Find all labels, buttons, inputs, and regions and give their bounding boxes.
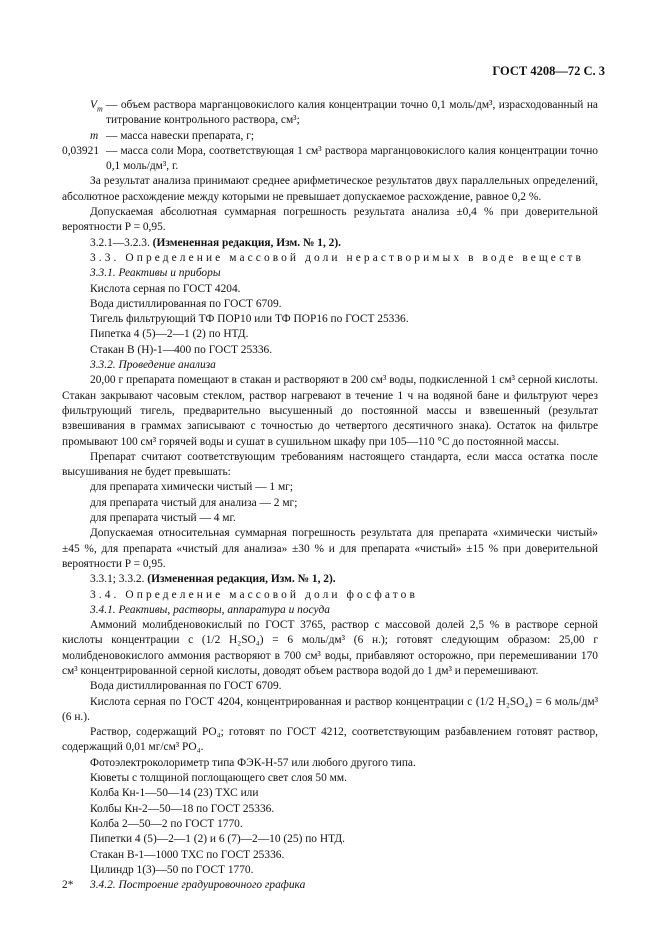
subsection-3-4-1-heading: 3.4.1. Реактивы, растворы, аппаратура и посуда xyxy=(90,603,330,616)
limit-analytical-grade: для препарата чистый для анализа — 2 мг; xyxy=(90,496,298,509)
paragraph-ammonium-molybdate: Аммоний молибденовокислый по ГОСТ 3765, раствор с массовой долей 2,5 % в растворе серной кислоты концентрации c (1/2 H₂SO₄) = 6 моль/дм³ (6 н.); готовят следующим образом: 25,00 г молибденовокислого аммония растворяют в 700 см³ воды, прибавляют осторожно, при перемешивании 170 см³ концентрированной серной кислоты, доводят объем раствора водой до 1 дм³ и перемешивают. xyxy=(62,619,598,677)
reagent-distilled-water: Вода дистиллированная по ГОСТ 6709. xyxy=(90,297,282,310)
variable-m-definition xyxy=(62,129,598,144)
revision-note-3-3: 3.3.1; 3.3.2. (Измененная редакция, Изм. № 1, 2). xyxy=(90,573,336,586)
equipment-flask-2: Колбы Кн-2—50—18 по ГОСТ 25336. xyxy=(90,802,275,815)
equipment-flask-3: Колба 2—50—2 по ГОСТ 1770. xyxy=(90,817,243,830)
variable-constant-definition xyxy=(62,144,598,175)
paragraph-absolute-error: Допускаемая абсолютная суммарная погрешность результата анализа ±0,4 % при доверительной вероятности P = 0,95. xyxy=(62,206,598,234)
paragraph-relative-error: Допускаемая относительная суммарная погрешность результата для препарата «химически чистый» ±45 %, для препарата «чистый для анализа» ±30 % и для препарата «чистый» ±15 % при доверительной вероятности P = 0,95. xyxy=(62,527,598,570)
subsection-3-3-2-heading: 3.3.2. Проведение анализа xyxy=(90,359,216,372)
subsection-3-4-2-heading: 3.4.2. Построение градуировочного графика xyxy=(90,879,306,892)
variable-vt-symbol: $V_т$ xyxy=(90,99,103,114)
equipment-pipette: Пипетка 4 (5)—2—1 (2) по НТД. xyxy=(90,328,249,341)
subsection-3-3-1-heading: 3.3.1. Реактивы и приборы xyxy=(90,267,221,280)
variable-vt-definition xyxy=(62,98,598,129)
variable-m-symbol: m xyxy=(90,129,99,142)
variable-constant-text: — масса соли Мора, соответствующая 1 см³ раствора марганцовокислого калия концентрации точно 0,1 моль/дм³, г. xyxy=(106,144,598,173)
equipment-flask-1: Колба Кн-1—50—14 (23) ТХС или xyxy=(90,787,259,800)
section-3-4-heading: 3.4. Определение массовой доли фосфатов xyxy=(90,588,418,601)
reagent-distilled-water-2: Вода дистиллированная по ГОСТ 6709. xyxy=(90,680,282,693)
page-footer-mark: 2* xyxy=(62,879,74,891)
section-3-3-heading: 3.3. Определение массовой доли нерастворимых в воде веществ xyxy=(90,251,584,264)
document-body xyxy=(62,98,598,893)
equipment-beaker-2: Стакан В-1—1000 ТХС по ГОСТ 25336. xyxy=(90,848,285,861)
equipment-beaker: Стакан В (Н)-1—400 по ГОСТ 25336. xyxy=(90,343,273,356)
paragraph-phosphate-solution: Раствор, содержащий PO₄; готовят по ГОСТ 4212, соответствующим разбавлением готовят раствор, содержащий 0,01 мг/см³ PO₄. xyxy=(62,726,598,754)
variable-vt-text: — объем раствора марганцовокислого калия концентрации точно 0,1 моль/дм³, израсходованный на титрование контрольного раствора, см³; xyxy=(106,99,598,127)
variable-constant-symbol: 0,03921 xyxy=(62,144,100,157)
reagent-sulfuric-acid: Кислота серная по ГОСТ 4204. xyxy=(90,282,241,295)
paragraph-acceptance: Препарат считают соответствующим требованиям настоящего стандарта, если масса остатка после высушивания не будет превышать: xyxy=(62,450,598,479)
paragraph-result-average: За результат анализа принимают среднее арифметическое результатов двух параллельных определений, абсолютное расхождение между которыми не превышает допускаемое расхождение, равное 0,2 %. xyxy=(62,175,598,203)
page-header: ГОСТ 4208—72 С. 3 xyxy=(492,64,605,78)
equipment-filter-crucible: Тигель фильтрующий ТФ ПОР10 или ТФ ПОР16 по ГОСТ 25336. xyxy=(90,313,409,326)
limit-pure: для препарата чистый — 4 мг. xyxy=(90,512,236,525)
paragraph-analysis-procedure: 20,00 г препарата помещают в стакан и растворяют в 200 см³ воды, подкисленной 1 см³ серной кислоты. Стакан закрывают часовым стеклом, раствор нагревают в течение 1 ч на водяной бане и фильтруют через фильтрующий тигель, предварительно высушенный до постоянной массы и взвешенный (результат взвешивания в граммах записывают с точностью до четвертого десятичного знака). Остаток на фильтре промывают 100 см³ горячей воды и сушат в сушильном шкафу при 105—110 °С до постоянной массы. xyxy=(62,374,598,448)
equipment-cylinder: Цилиндр 1(3)—50 по ГОСТ 1770. xyxy=(90,863,254,876)
equipment-photocolorimeter: Фотоэлектроколориметр типа ФЭК-Н-57 или любого другого типа. xyxy=(90,756,416,769)
reagent-sulfuric-acid-2: Кислота серная по ГОСТ 4204, концентрированная и раствор концентрации c (1/2 H₂SO₄) = 6 моль/дм³ (6 н.). xyxy=(62,695,598,723)
equipment-pipettes: Пипетки 4 (5)—2—1 (2) и 6 (7)—2—10 (25) по НТД. xyxy=(90,833,345,846)
limit-chemically-pure: для препарата химически чистый — 1 мг; xyxy=(90,481,294,494)
variable-m-text: — масса навески препарата, г; xyxy=(106,129,255,142)
revision-note-3-2: 3.2.1—3.2.3. (Измененная редакция, Изм. № 1, 2). xyxy=(90,236,342,249)
equipment-cuvettes: Кюветы с толщиной поглощающего свет слоя 50 мм. xyxy=(90,772,347,785)
